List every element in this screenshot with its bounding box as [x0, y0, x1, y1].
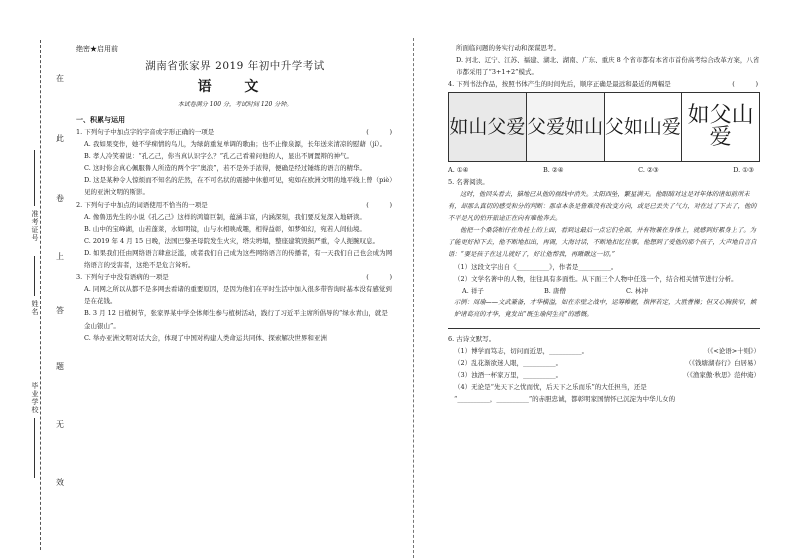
- option-line: D. 河北、辽宁、江苏、福建、湖北、湖南、广东、重庆 8 个省市都有本省市首份高考综合改革方案，八省市都采用了“3+1+2”模式。: [456, 56, 760, 77]
- calligraphy-seal-image: 父爱如山: [527, 93, 605, 161]
- column-divider: [413, 38, 414, 558]
- answer-parens: ( ): [732, 80, 758, 89]
- example-answer: 示例：周瑜——文武兼备，才华横溢，如在赤壁之战中，运筹帷幄，指挥若定，大胜曹操；但又心胸狭窄，嫉妒诸葛亮的才华，竟发出“既生瑜何生亮”的感慨。: [454, 298, 757, 318]
- fill-item: （1）博学而笃志，切问而近思，__________。 （《<论语>十则》）: [454, 346, 760, 355]
- reading-passage: 这时，他回头看去，猫地已从他的视线中消失。太阳西坠，繁星满天。他眼睛对这是对年体的诸如前所未有，却那么真切的感受和分的判断：那卓本条是鲁难没有改变方向，或是已丢失了气力，对在过了下去了，他的不平是凡的怕开旅途正在向有难他奔去。: [448, 190, 757, 222]
- question-stem: 3. 下列句子中没有语病的一项是 ( ): [76, 271, 394, 283]
- binding-char: 在: [56, 74, 64, 83]
- school-label: 毕业学校: [31, 382, 39, 414]
- question-stem: 4. 下列书法作品，按照书体产生的时间先后，顺序正确是最远和最近的两幅是 ( ): [448, 78, 760, 90]
- option-line: C. 这时你会真心佩服鲁人所造的两个字“奥浪”，若不是外手浓得，便确是经过锤练的语言的精华。: [84, 164, 367, 173]
- right-column: [448, 42, 760, 405]
- binding-char: 答: [56, 306, 64, 315]
- binding-char: 上: [56, 252, 64, 261]
- q4-options: A. ①④ B. ②④ C. ②③ D. ①③: [448, 166, 754, 175]
- sub-question: （1）这段文字出自《__________》，作者是__________。: [454, 262, 618, 271]
- answer-parens: ( ): [366, 200, 392, 209]
- binding-margin: [0, 0, 64, 560]
- fill-item: （4）无论是“先天下之忧而忧，后天下之乐而乐”的大任担当，还是: [454, 383, 647, 392]
- calligraphy-strip: [448, 92, 760, 162]
- binding-char: 无: [56, 420, 64, 429]
- calligraphy-cursive-image: 父如山爱: [605, 93, 683, 161]
- question-stem: 5. 名著阅读。: [448, 178, 489, 187]
- name-blank[interactable]: [34, 256, 35, 296]
- option-line: B. 3 月 12 日植树节，张家界某中学全体师生参与植树活动，践行了习近平主席所倡导的“绿水青山，就是金山银山”。: [84, 309, 388, 330]
- sub-question: （2）文学名著中的人物，往往具有多面性。从下面三个人物中任选一个，结合相关情节进行分析。: [454, 274, 738, 283]
- binding-char: 题: [56, 362, 64, 371]
- q5-options: A. 祥子 B. 唐僧 C. 林冲: [462, 286, 648, 295]
- fill-item: （2）乱花渐欲迷人眼，__________。 （《钱塘湖春行》白居易）: [454, 359, 760, 368]
- binding-char: 效: [56, 478, 64, 487]
- subject-title: 语 文: [197, 79, 273, 95]
- fill-item: （3）浊酒一杯家万里，__________。 （《渔家傲·秋思》范仲淹）: [454, 371, 760, 380]
- option-line: 所面临问题的务实行动和深谋思考。: [456, 44, 560, 52]
- option-line: A. 像鲁迅先生的小说《孔乙己》这样的鸿篇巨制，蕴涵丰富，内涵深刻，我们要反复深入地研读。: [84, 212, 366, 221]
- answer-parens: ( ): [366, 273, 392, 282]
- binding-dashed-line: [40, 40, 41, 550]
- question-stem: 6. 古诗文默写。: [448, 334, 496, 343]
- secret-mark: 绝密★启用前: [76, 45, 118, 53]
- fill-item: “__________，__________”的赤胆忠诚，都彰明家国情怀已沉淀为中华儿女的: [454, 395, 676, 404]
- question-stem: 2. 下列句子中加点的词语使用不恰当的一项是 ( ): [76, 199, 394, 211]
- option-line: C. 2019 年 4 月 15 日晚，法国巴黎圣母院发生火灾，塔尖坍塌，整座建筑毁损严重，令人扼腕叹息。: [84, 236, 380, 245]
- binding-char: 卷: [56, 194, 64, 203]
- option-line: A. 同网之所以从都不是多网去看诸的重要原因，是因为他们在平时生活中加入很多带咨询时基本没有感觉到是在花钱。: [84, 285, 392, 306]
- exam-number-blank[interactable]: [34, 150, 35, 206]
- option-line: D. 这是某种令人惊烦而不知名的茫然，在不可名状的震撼中休憩可见，宛如在欧洲文明的地平线上曾（piè）见的亚洲文明的斯影。: [84, 176, 393, 197]
- answer-line[interactable]: [448, 323, 760, 329]
- section-heading: 一、积累与运用: [76, 115, 125, 124]
- option-line: B. 山中的宝峰湖，山若蓬莱，水如明镜，山与水相映成趣，相得益彰，如梦如幻，宛若人间仙境。: [84, 224, 366, 233]
- exam-note: 本试卷满分 100 分，考试时间 120 分钟。: [177, 101, 293, 108]
- calligraphy-regular-image: 如父山爱: [687, 103, 754, 151]
- calligraphy-oracle-image: 如山父爱: [449, 93, 527, 161]
- left-column: [76, 44, 394, 344]
- answer-parens: ( ): [366, 128, 392, 136]
- option-line: D. 如果我们任由网络语言肆意泛滥，或者我们自己成为这些网络语言的传播者，有一天我们自己也会成为网络语言的受害者，这绝不是危言耸听。: [84, 248, 393, 270]
- exam-number-label: 准考证号: [31, 210, 39, 242]
- option-line: A. 我如果变作，她不学痴情的鸟儿，为绿荫重复单调的歌曲；也不止像泉源，长年送来清凉的慰藉（jí）。: [84, 140, 387, 149]
- binding-char: 此: [56, 134, 64, 143]
- school-blank[interactable]: [34, 418, 35, 478]
- option-line: C. 举办亚洲文明对话大会，体现了中国对构建人类命运共同体、探索解决世界和亚洲: [84, 333, 327, 342]
- exam-title: 湖南省张家界 2019 年初中升学考试: [145, 60, 325, 72]
- name-label: 姓名: [31, 300, 39, 316]
- option-line: B. 孝人冷笑着说：“孔乙己，你当真认识字么？”孔乙己看着问他的人，显出不屑置辩的神气。: [84, 152, 354, 161]
- reading-passage: 他把一个桑袋帕仔在角桂上的上面，看到这最后一点它们全部，并有物兼在身体上，就感到好累身上了。为了能更好掉下去，他不断地扣出，再调，大海讨话，不断地扣忆往事。他想到了爱他的那个孩子，大声地自言自语：“要是孩子在这儿就好了，好让他帮我，再瞅瞅这一切。”: [448, 226, 757, 258]
- question-stem: 1. 下列句子中加点字的字音或字形正确的一项是 ( ): [76, 126, 394, 138]
